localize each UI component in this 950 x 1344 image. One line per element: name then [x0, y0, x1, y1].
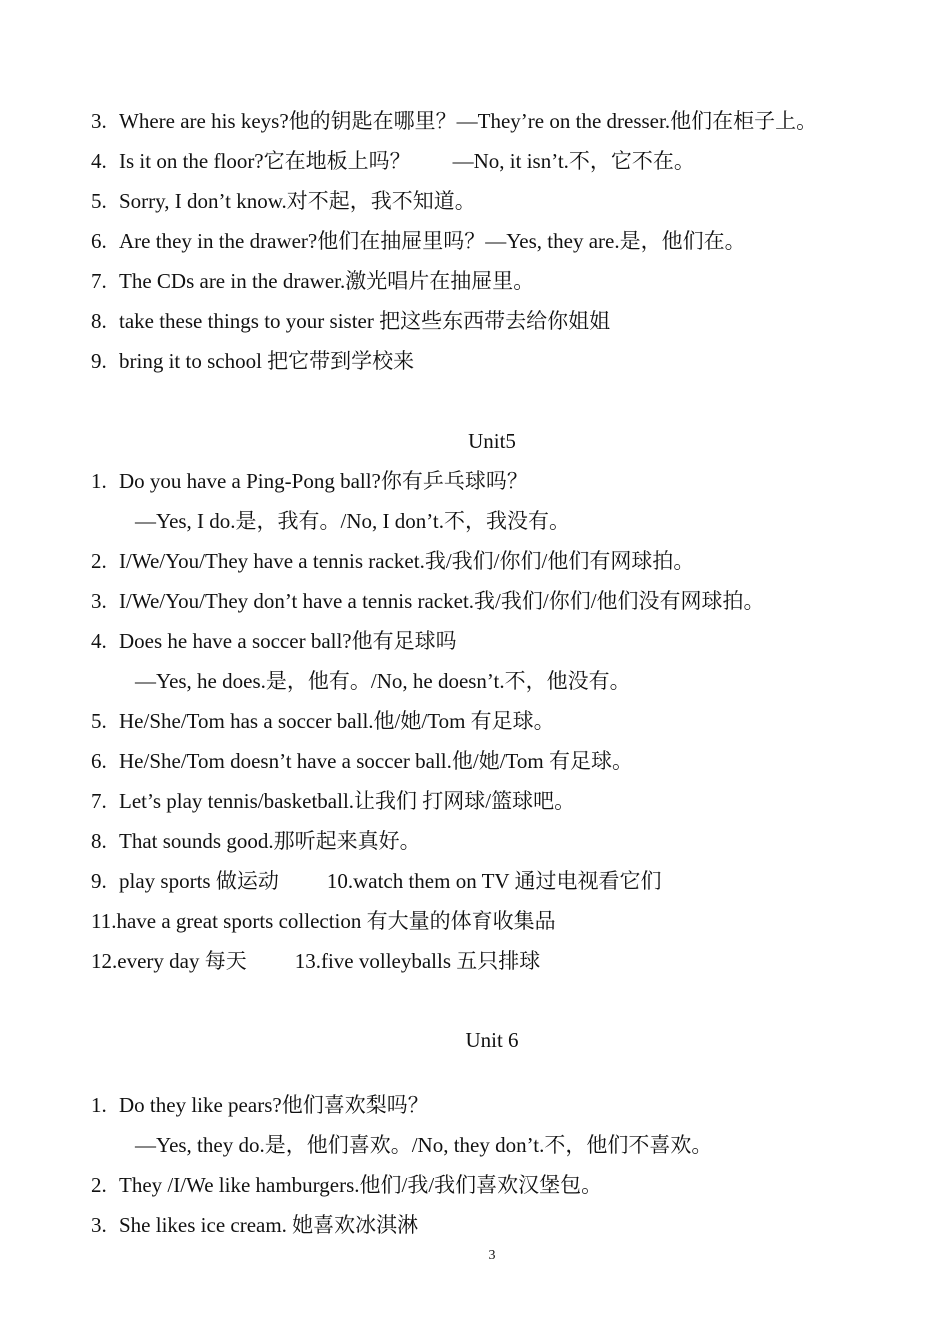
- list-item: 11.have a great sports collection 有大量的体育收集品: [91, 909, 556, 933]
- list-item: 6. Are they in the drawer?他们在抽屉里吗？—Yes, they are.是，他们在。: [91, 229, 746, 253]
- section-title-unit6: Unit 6: [465, 1028, 519, 1052]
- list-item: 4. Does he have a soccer ball?他有足球吗: [91, 629, 457, 653]
- list-item: 1. Do they like pears?他们喜欢梨吗？: [91, 1093, 429, 1117]
- list-item: 1. Do you have a Ping-Pong ball?你有乒乓球吗？: [91, 469, 528, 493]
- list-item: 9. bring it to school 把它带到学校来: [91, 349, 415, 373]
- list-item: 3. Where are his keys?他的钥匙在哪里？—They’re on the dresser.他们在柜子上。: [91, 109, 818, 133]
- answer-line: —Yes, he does.是，他有。/No, he doesn’t.不，他没有。: [135, 669, 631, 693]
- list-item: 5. Sorry, I don’t know.对不起，我不知道。: [91, 189, 476, 213]
- list-item: 2. They /I/We like hamburgers.他们/我/我们喜欢汉堡包。: [91, 1173, 603, 1197]
- list-item: 2. I/We/You/They have a tennis racket.我/我们/你们/他们有网球拍。: [91, 549, 695, 573]
- list-item: 8. That sounds good.那听起来真好。: [91, 829, 421, 853]
- section-title-unit5: Unit5: [468, 429, 516, 453]
- list-item: 7. Let’s play tennis/basketball.让我们 打网球/篮球吧。: [91, 789, 576, 813]
- list-item: 5. He/She/Tom has a soccer ball.他/她/Tom 有足球。: [91, 709, 555, 733]
- list-item: 8. take these things to your sister 把这些东西带去给你姐姐: [91, 309, 611, 333]
- answer-line: —Yes, they do.是，他们喜欢。/No, they don’t.不，他们不喜欢。: [135, 1133, 713, 1157]
- list-item: 3. She likes ice cream. 她喜欢冰淇淋: [91, 1213, 419, 1237]
- list-item: 3. I/We/You/They don’t have a tennis racket.我/我们/你们/他们没有网球拍。: [91, 589, 765, 613]
- list-item-pair: 12.every day 每天 13.five volleyballs 五只排球: [91, 949, 541, 973]
- list-item-pair: 9. play sports 做运动 10.watch them on TV 通过电视看它们: [91, 869, 662, 893]
- list-item: 7. The CDs are in the drawer.激光唱片在抽屉里。: [91, 269, 535, 293]
- list-item: 4. Is it on the floor?它在地板上吗？ —No, it isn’t.不，它不在。: [91, 149, 695, 173]
- page-number: 3: [488, 1248, 496, 1263]
- answer-line: —Yes, I do.是，我有。/No, I don’t.不，我没有。: [135, 509, 570, 533]
- list-item: 6. He/She/Tom doesn’t have a soccer ball.他/她/Tom 有足球。: [91, 749, 633, 773]
